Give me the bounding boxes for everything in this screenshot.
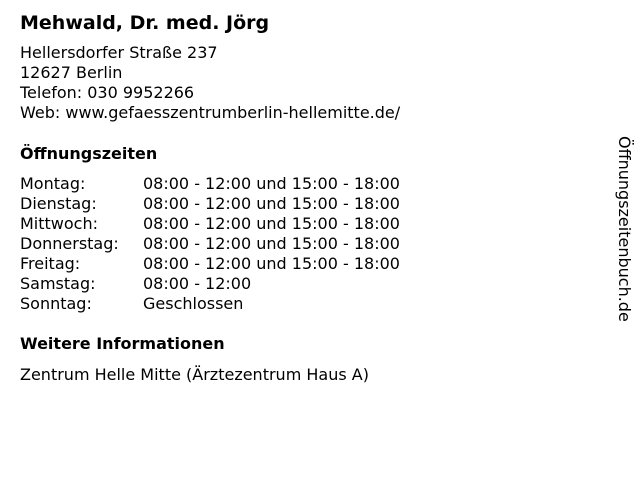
page-title: Mehwald, Dr. med. Jörg bbox=[20, 12, 270, 34]
hours-time: 08:00 - 12:00 und 15:00 - 18:00 bbox=[143, 234, 400, 253]
hours-row-tuesday bbox=[20, 194, 400, 214]
hours-day: Mittwoch: bbox=[20, 214, 98, 233]
hours-time: 08:00 - 12:00 und 15:00 - 18:00 bbox=[143, 174, 400, 193]
hours-day: Sonntag: bbox=[20, 294, 92, 313]
hours-time: 08:00 - 12:00 und 15:00 - 18:00 bbox=[143, 214, 400, 233]
hours-time: Geschlossen bbox=[143, 294, 244, 313]
further-info-text: Zentrum Helle Mitte (Ärztezentrum Haus A) bbox=[20, 365, 369, 384]
hours-day: Samstag: bbox=[20, 274, 96, 293]
hours-row-wednesday bbox=[20, 214, 400, 234]
hours-day: Donnerstag: bbox=[20, 234, 119, 253]
address-city: 12627 Berlin bbox=[20, 63, 123, 82]
hours-day: Freitag: bbox=[20, 254, 81, 273]
hours-row-saturday bbox=[20, 274, 400, 294]
opening-hours-table bbox=[20, 174, 400, 314]
hours-time: 08:00 - 12:00 bbox=[143, 274, 252, 293]
hours-day: Montag: bbox=[20, 174, 86, 193]
hours-time: 08:00 - 12:00 und 15:00 - 18:00 bbox=[143, 194, 400, 213]
hours-row-friday bbox=[20, 254, 400, 274]
hours-day: Dienstag: bbox=[20, 194, 97, 213]
address-web: Web: www.gefaesszentrumberlin-hellemitte.de/ bbox=[20, 103, 401, 122]
address-phone: Telefon: 030 9952266 bbox=[20, 83, 195, 102]
hours-row-thursday bbox=[20, 234, 400, 254]
hours-time: 08:00 - 12:00 und 15:00 - 18:00 bbox=[143, 254, 400, 273]
further-info-heading: Weitere Informationen bbox=[20, 334, 225, 353]
hours-row-sunday bbox=[20, 294, 400, 314]
address-block bbox=[20, 43, 400, 123]
address-street: Hellersdorfer Straße 237 bbox=[20, 43, 218, 62]
brand-side-label: Öffnungszeitenbuch.de bbox=[615, 136, 634, 322]
opening-hours-heading: Öffnungszeiten bbox=[20, 144, 158, 163]
hours-row-monday bbox=[20, 174, 400, 194]
